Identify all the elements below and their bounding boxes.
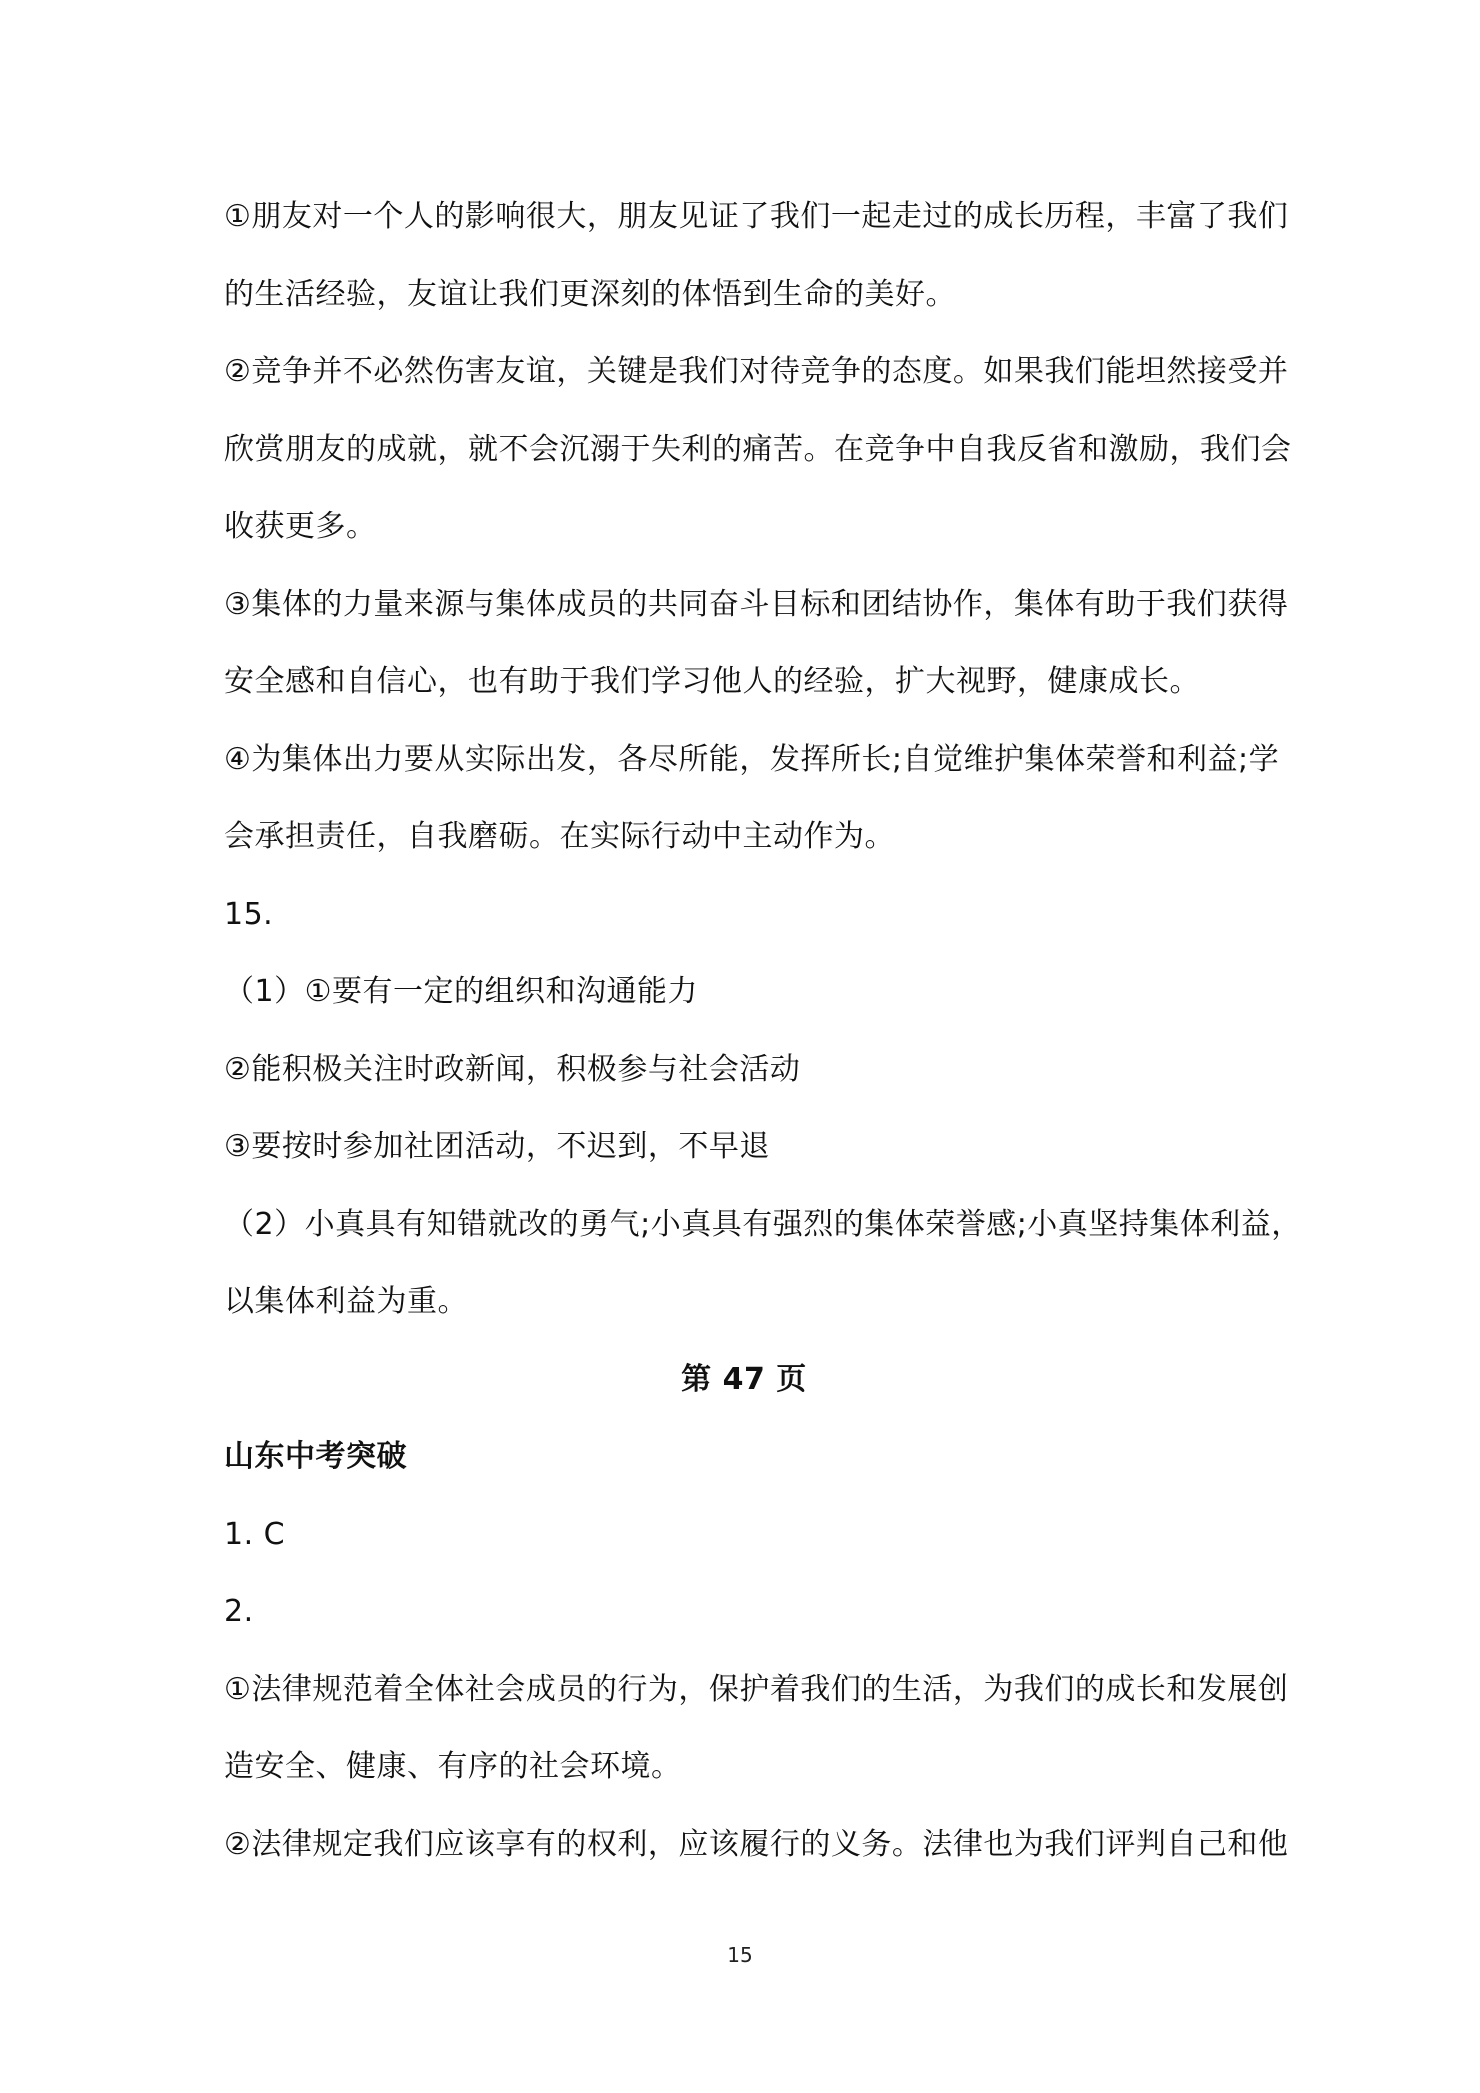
answer-line-13: ③要按时参加社团活动，不迟到，不早退 [224,1129,770,1164]
question-number-2: 2. [224,1594,254,1629]
answer-line-4: 欣赏朋友的成就，就不会沉溺于失利的痛苦。在竞争中自我反省和激励，我们会 [224,431,1292,467]
answer-line-12: ②能积极关注时政新闻，积极参与社会活动 [224,1051,801,1087]
section-heading-shandong: 山东中考突破 [224,1439,407,1474]
answer-line-5: 收获更多。 [224,509,377,544]
answer-line-14: （2）小真具有知错就改的勇气;小真具有强烈的集体荣誉感;小真坚持集体利益， [224,1206,1302,1242]
answer-line-9: 会承担责任，自我磨砺。在实际行动中主动作为。 [224,819,895,854]
answer-line-7: 安全感和自信心，也有助于我们学习他人的经验，扩大视野，健康成长。 [224,664,1200,699]
answer-line-6: ③集体的力量来源与集体成员的共同奋斗目标和团结协作，集体有助于我们获得 [224,586,1289,622]
question-number-15: 15. [224,896,274,932]
answer-line-1: ①朋友对一个人的影响很大，朋友见证了我们一起走过的成长历程，丰富了我们 [224,199,1289,234]
answer-line-11: （1）①要有一定的组织和沟通能力 [224,974,698,1009]
answer-line-2: 的生活经验，友谊让我们更深刻的体悟到生命的美好。 [224,276,956,312]
answer-line-18: 1. C [224,1516,286,1552]
answer-line-22: ②法律规定我们应该享有的权利，应该履行的义务。法律也为我们评判自己和他 [224,1826,1289,1862]
answer-line-8: ④为集体出力要从实际出发，各尽所能，发挥所长;自觉维护集体荣誉和利益;学 [224,741,1280,777]
answer-line-3: ②竞争并不必然伤害友谊，关键是我们对待竞争的态度。如果我们能坦然接受并 [224,354,1289,389]
page-number: 15 [727,1943,753,1967]
answer-line-15: 以集体利益为重。 [224,1284,468,1319]
answer-line-20: ①法律规范着全体社会成员的行为，保护着我们的生活，为我们的成长和发展创 [224,1671,1289,1707]
section-heading-page-47: 第 47 页 [681,1361,807,1397]
answer-line-21: 造安全、健康、有序的社会环境。 [224,1749,682,1784]
page-content [224,187,1302,1892]
